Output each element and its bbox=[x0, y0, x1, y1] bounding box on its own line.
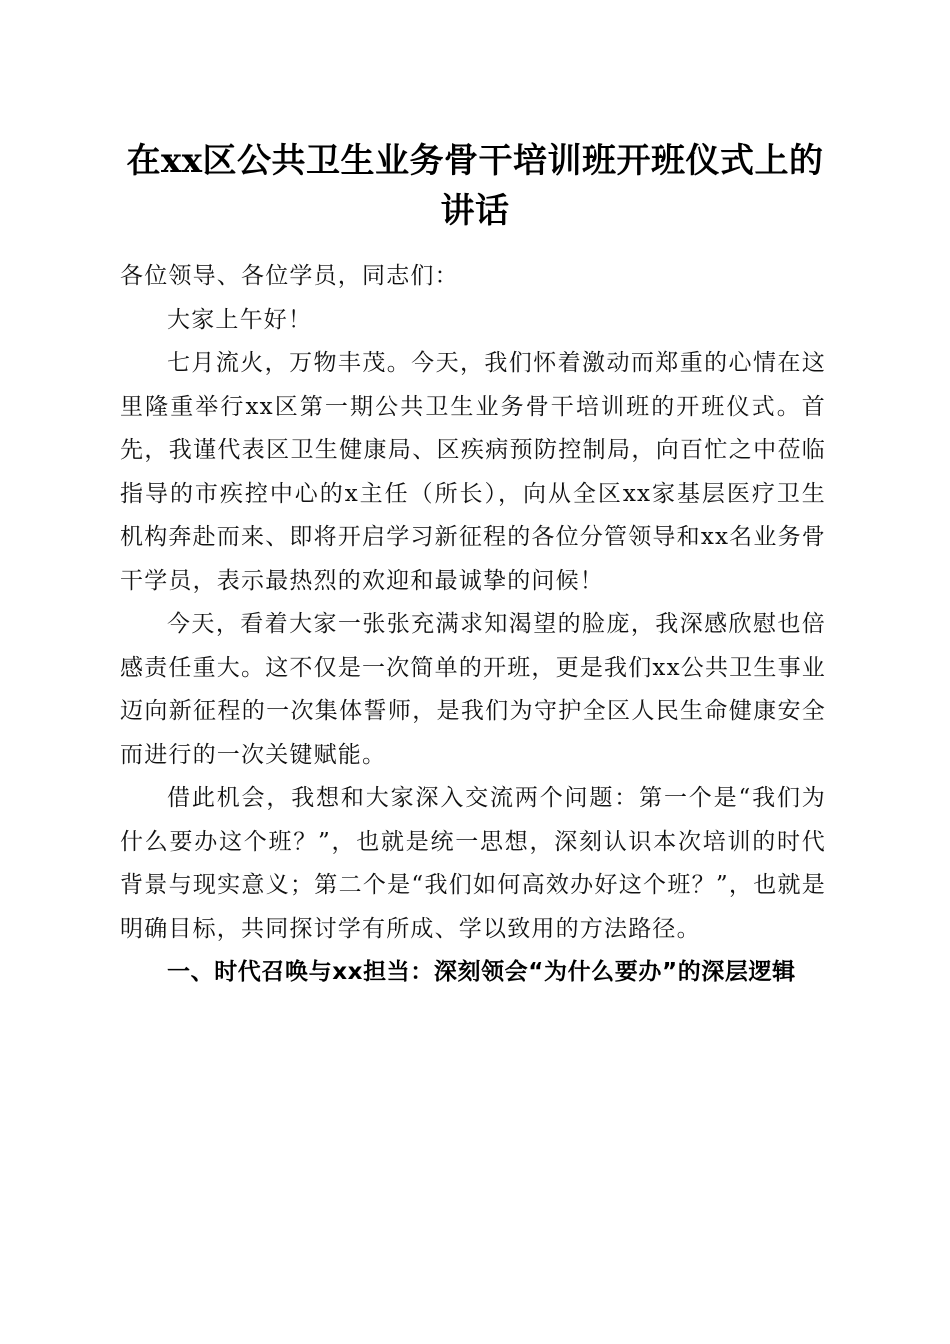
document-body bbox=[120, 255, 826, 995]
paragraph-two-questions: 借此机会，我想和大家深入交流两个问题：第一个是“我们为什么要办这个班？”，也就是统一思想，深刻认识本次培训的时代背景与现实意义；第二个是“我们如何高效办好这个班？”，也就是明确目标，共同探讨学有所成、学以致用的方法路径。 bbox=[120, 785, 826, 942]
paragraph-significance: 今天，看着大家一张张充满求知渴望的脸庞，我深感欣慰也倍感责任重大。这不仅是一次简单的开班，更是我们xx公共卫生事业迈向新征程的一次集体誓师，是我们为守护全区人民生命健康安全而进行的一次关键赋能。 bbox=[120, 611, 826, 768]
paragraph-opening: 七月流火，万物丰茂。今天，我们怀着激动而郑重的心情在这里隆重举行xx区第一期公共卫生业务骨干培训班的开班仪式。首先，我谨代表区卫生健康局、区疾病预防控制局，向百忙之中莅临指导的市疾控中心的x主任（所长），向从全区xx家基层医疗卫生机构奔赴而来、即将开启学习新征程的各位分管领导和xx名业务骨干学员，表示最热烈的欢迎和最诚挚的问候！ bbox=[120, 350, 826, 594]
section-heading-1: 一、时代召唤与xx担当：深刻领会“为什么要办”的深层逻辑 bbox=[167, 959, 796, 985]
document-title: 在xx区公共卫生业务骨干培训班开班仪式上的讲话 bbox=[126, 141, 824, 231]
salutation: 各位领导、各位学员，同志们： bbox=[120, 263, 459, 289]
greeting: 大家上午好！ bbox=[167, 306, 313, 333]
